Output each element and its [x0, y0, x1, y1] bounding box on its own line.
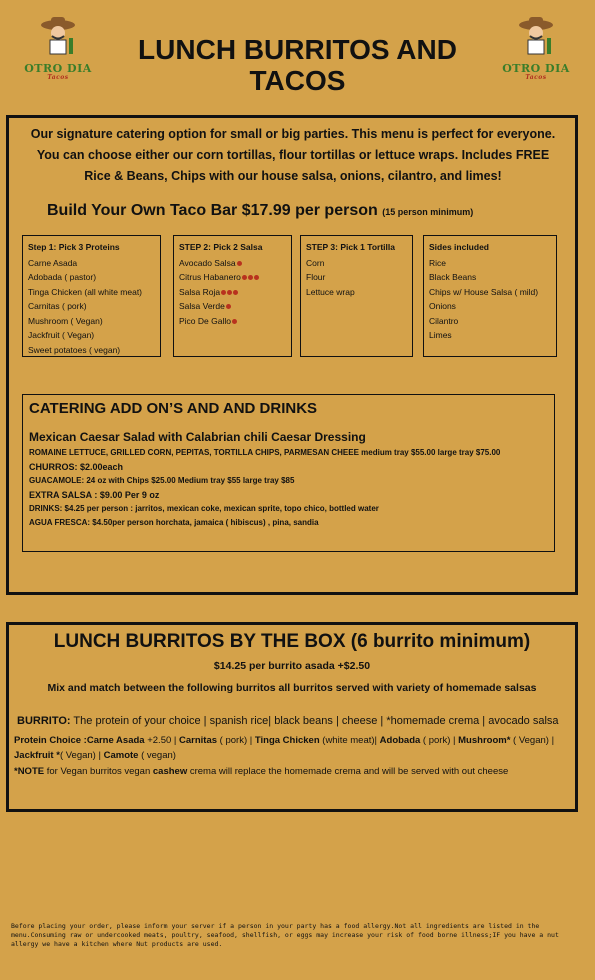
list-item: Flour [306, 272, 326, 282]
step-2-box [173, 235, 292, 357]
chili-pepper-icon [254, 275, 259, 280]
chili-pepper-icon [237, 261, 242, 266]
addons-box [22, 394, 555, 552]
taco-bar-heading: Build Your Own Taco Bar $17.99 per person (15 person minimum) [47, 202, 474, 219]
list-item: Rice [429, 257, 447, 268]
drinks-line: DRINKS: $4.25 per person : jarritos, mexican coke, mexican sprite, topo chico, bottled water [29, 504, 379, 513]
list-item: Onions [429, 301, 456, 311]
agua-fresca-line: AGUA FRESCA: $4.50per person horchata, jamaica ( hibiscus) , pina, sandia [29, 518, 319, 527]
list-item: Pico De Gallo [179, 314, 286, 329]
list-item: Avocado Salsa [179, 256, 286, 271]
chili-pepper-icon [233, 290, 238, 295]
caesar-salad-desc: ROMAINE LETTUCE, GRILLED CORN, PEPITAS, TORTILLA CHIPS, PARMESAN CHEEE medium tray $55.00 large tray $75.00 [29, 448, 501, 457]
sides-box [423, 235, 557, 357]
logo-brand: OTRO DIA Tacos [502, 62, 570, 81]
protein-choices: Protein Choice :Carne Asada +2.50 | Carnitas ( pork) | Tinga Chicken (white meat)| Adobada ( pork) | Mushroom* ( Vegan) | Jackfruit *( Vegan) | Camote ( vegan) [14, 735, 555, 761]
chili-pepper-icon [221, 290, 226, 295]
list-item: Carne Asada [28, 257, 78, 268]
list-item: Chips w/ House Salsa ( mild) [429, 286, 539, 297]
caesar-salad-title: Mexican Caesar Salad with Calabrian chili Caesar Dressing [29, 430, 366, 444]
burrito-description: BURRITO: The protein of your choice | spanish rice| black beans | cheese | *homemade crema | avocado salsa [17, 715, 559, 727]
churros-line: CHURROS: $2.00each [29, 462, 124, 472]
list-item: Cilantro [429, 315, 459, 326]
list-item: Tinga Chicken (all white meat) [28, 286, 143, 297]
addons-heading: CATERING ADD ON’S AND AND DRINKS [29, 400, 318, 417]
burritos-mix: Mix and match between the following burritos all burritos served with variety of homemade salsas [47, 682, 537, 694]
chili-pepper-icon [242, 275, 247, 280]
chili-pepper-icon [226, 304, 231, 309]
step-title: Sides included [429, 242, 489, 252]
step-title: Step 1: Pick 3 Proteins [28, 242, 120, 252]
step-1-box [22, 235, 161, 357]
chili-pepper-icon [248, 275, 253, 280]
burritos-box-section [6, 622, 578, 812]
catering-intro: Our signature catering option for small or big parties. This menu is perfect for everyone. You can choose either our corn tortillas, flour tortillas or lettuce wraps. Includes FREE Rice & Beans, Chips with our house salsa, onions, cilantro, and limes! [30, 127, 556, 183]
logo-brand: OTRO DIA Tacos [24, 62, 92, 81]
list-item: Salsa Roja [179, 285, 286, 300]
vegan-note: *NOTE for Vegan burritos vegan cashew crema will replace the homemade crema and will be served with out cheese [14, 766, 509, 777]
list-item: Salsa Verde [179, 299, 286, 314]
list-item: Limes [429, 330, 452, 340]
guacamole-line: GUACAMOLE: 24 oz with Chips $25.00 Medium tray $55 large tray $85 [29, 476, 295, 485]
step-title: STEP 3: Pick 1 Tortilla [306, 242, 395, 252]
logo-left [18, 8, 98, 88]
list-item: Black Beans [429, 272, 477, 282]
extra-salsa-line: EXTRA SALSA : $9.00 Per 9 oz [29, 490, 160, 500]
list-item: Jackfruit ( Vegan) [28, 330, 95, 340]
mascot-icon [518, 16, 554, 56]
burritos-title: LUNCH BURRITOS BY THE BOX (6 burrito minimum) [53, 631, 531, 652]
logo-right [496, 8, 576, 88]
allergy-disclaimer: Before placing your order, please inform your server if a person in your party has a food allergy.Not all ingredients are listed in the menu.Consuming raw or undercooked meats, poultry, seafood, shellfish, or eggs may increase your risk of food borne illness;IF you have a nut allergy we have a kitchen where Nut products are used. [11, 922, 559, 948]
step-3-box [300, 235, 413, 357]
page-title: LUNCH BURRITOS AND TACOS [138, 34, 457, 96]
burritos-price: $14.25 per burrito asada +$2.50 [213, 660, 371, 672]
list-item: Sweet potatoes ( vegan) [28, 344, 121, 355]
list-item: Adobada ( pastor) [28, 272, 97, 282]
mascot-icon [40, 16, 76, 56]
list-item: Corn [306, 257, 325, 268]
list-item: Carnitas ( pork) [28, 301, 87, 311]
chili-pepper-icon [232, 319, 237, 324]
list-item: Mushroom ( Vegan) [28, 315, 103, 326]
list-item: Lettuce wrap [306, 286, 355, 297]
chili-pepper-icon [227, 290, 232, 295]
list-item: Citrus Habanero [179, 270, 286, 285]
catering-section [6, 115, 578, 595]
step-title: STEP 2: Pick 2 Salsa [179, 242, 263, 252]
